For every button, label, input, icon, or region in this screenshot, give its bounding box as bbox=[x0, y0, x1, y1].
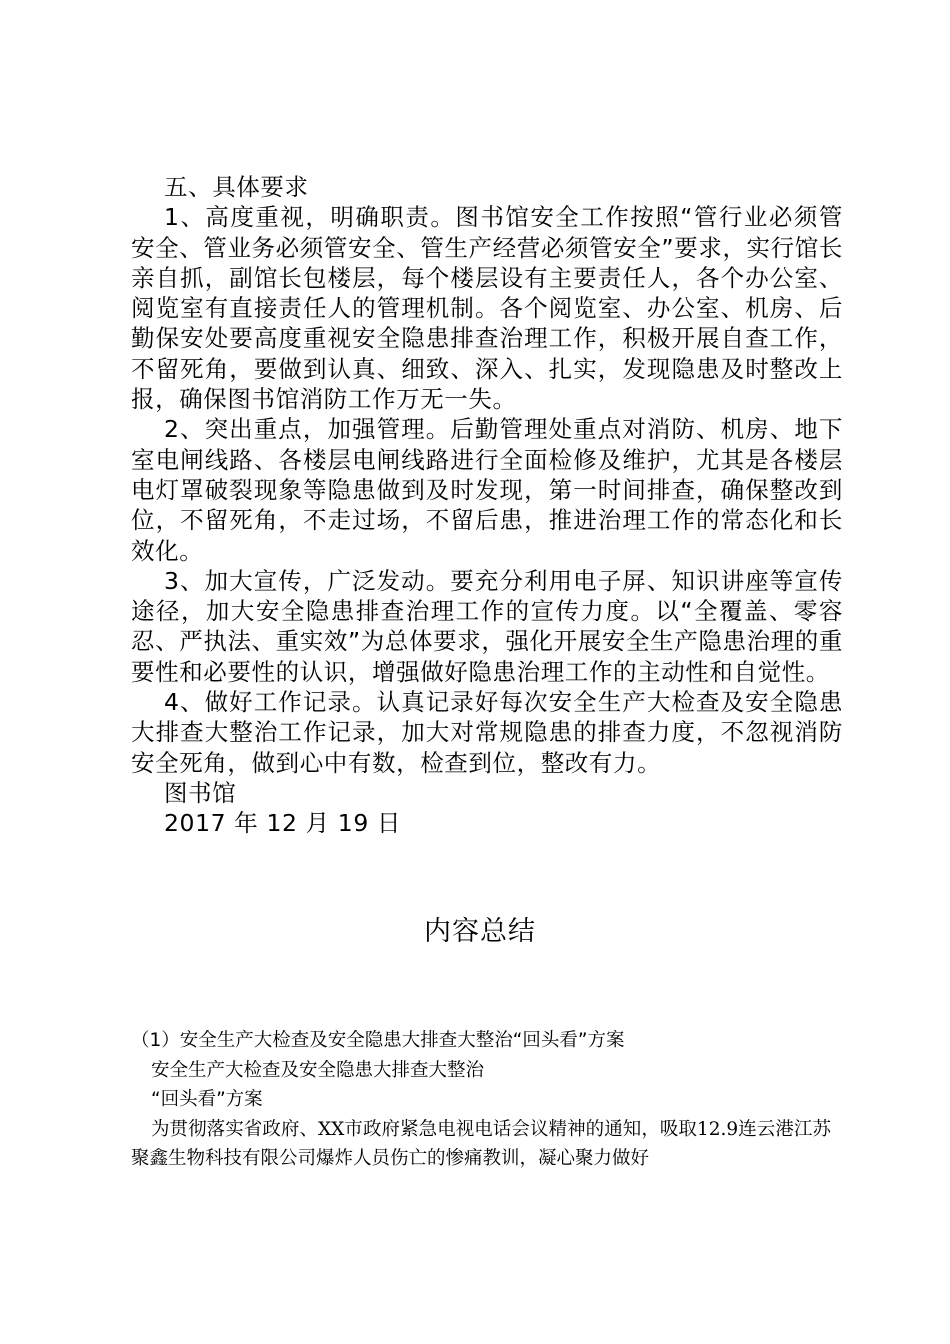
summary-body-text bbox=[131, 1115, 831, 1174]
summary-body-part-3: 连云港江苏聚鑫生物科技有限公司爆炸人员伤亡的惨痛教训，凝心聚力做好 bbox=[131, 1118, 831, 1169]
document-body bbox=[131, 172, 843, 839]
requirement-paragraph-4: 4、做好工作记录。认真记录好每次安全生产大检查及安全隐患大排查大整治工作记录，加大对常规隐患的排查力度，不忽视消防安全死角，做到心中有数，检查到位，整改有力。 bbox=[131, 688, 843, 777]
summary-title: 内容总结 bbox=[424, 916, 536, 947]
summary-item-label: （1）安全生产大检查及安全隐患大排查大整治“回头看”方案 bbox=[131, 1030, 625, 1051]
summary-subtitle-line-2: “回头看”方案 bbox=[151, 1089, 263, 1110]
signature: 图书馆 bbox=[164, 778, 237, 807]
summary-body-number-1: XX bbox=[318, 1118, 345, 1140]
summary-section bbox=[131, 1026, 831, 1174]
requirement-paragraph-2: 2、突出重点，加强管理。后勤管理处重点对消防、机房、地下室电闸线路、各楼层电闸线路进行全面检修及维护，尤其是各楼层电灯罩破裂现象等隐患做到及时发现，第一时间排查，确保整改到位，不留死角，不走过场，不留后患，推进治理工作的常态化和长效化。 bbox=[131, 415, 843, 565]
summary-body-number-2: 12.9 bbox=[696, 1118, 739, 1140]
summary-body-part-1: 为贯彻落实省政府、 bbox=[151, 1118, 319, 1140]
requirement-paragraph-3: 3、加大宣传，广泛发动。要充分利用电子屏、知识讲座等宣传途径，加大安全隐患排查治理工作的宣传力度。以“全覆盖、零容忍、严执法、重实效”为总体要求，强化开展安全生产隐患治理的重要性和必要性的认识，增强做好隐患治理工作的主动性和自觉性。 bbox=[131, 566, 843, 686]
summary-subtitle-line-1: 安全生产大检查及安全隐患大排查大整治 bbox=[151, 1059, 485, 1081]
document-date: 2017 年 12 月 19 日 bbox=[164, 809, 402, 838]
summary-body-part-2: 市政府紧急电视电话会议精神的通知，吸取 bbox=[344, 1118, 697, 1140]
section-heading: 五、具体要求 bbox=[164, 173, 309, 201]
requirement-paragraph-1: 1、高度重视，明确职责。图书馆安全工作按照“管行业必须管安全、管业务必须管安全、管生产经营必须管安全”要求，实行馆长亲自抓，副馆长包楼层，每个楼层设有主要责任人，各个办公室、阅览室有直接责任人的管理机制。各个阅览室、办公室、机房、后勤保安处要高度重视安全隐患排查治理工作，积极开展自查工作，不留死角，要做到认真、细致、深入、扎实，发现隐患及时整改上报，确保图书馆消防工作万无一失。 bbox=[131, 203, 843, 414]
